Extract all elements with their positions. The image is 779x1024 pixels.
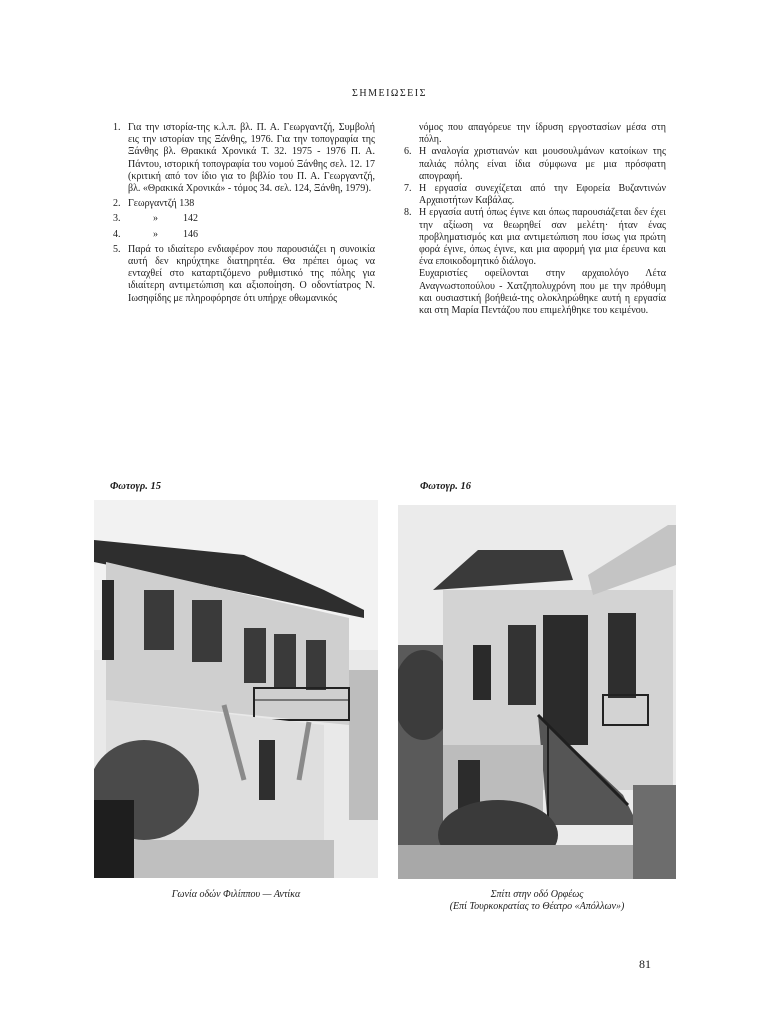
figure-16-label: Φωτογρ. 16 bbox=[420, 481, 472, 492]
note-2 bbox=[113, 198, 375, 210]
photo-16-image bbox=[398, 505, 676, 879]
note-number: 3. bbox=[113, 213, 121, 225]
caption-line-2: (Επί Τουρκοκρατίας το Θέατρο «Απόλλων») bbox=[449, 901, 625, 912]
page-title: ΣΗΜΕΙΩΣΕΙΣ bbox=[352, 88, 427, 99]
note-number: 8. bbox=[404, 207, 412, 219]
note-number: 7. bbox=[404, 183, 412, 195]
note-number: 1. bbox=[113, 122, 121, 133]
figure-15-label: Φωτογρ. 15 bbox=[110, 481, 162, 492]
note-1 bbox=[113, 122, 375, 195]
note-page: 142 bbox=[183, 213, 198, 225]
note-number: 6. bbox=[404, 146, 412, 158]
note-3 bbox=[113, 213, 375, 225]
page-number: 81 bbox=[639, 957, 651, 971]
caption-text: Γωνία οδών Φιλίππου — Αντίκα bbox=[171, 889, 301, 900]
note-4 bbox=[113, 229, 375, 241]
note-text: Η εργασία συνεχίζεται από την Εφορεία Βυζαντινών Αρχαιοτήτων Καβάλας. bbox=[419, 183, 666, 207]
ditto-mark: » bbox=[153, 213, 158, 225]
photo-15-image bbox=[94, 500, 378, 878]
note-text: Γεωργαντζή 138 bbox=[128, 198, 195, 210]
figure-16-caption bbox=[398, 889, 676, 913]
note-text: νόμος που απαγόρευε την ίδρυση εργοστασίων μέσα στη πόλη. bbox=[419, 122, 666, 146]
notes-left-column bbox=[113, 122, 375, 305]
note-5-continuation bbox=[404, 122, 666, 146]
note-number: 4. bbox=[113, 228, 121, 240]
note-5 bbox=[113, 244, 375, 305]
note-8 bbox=[404, 207, 666, 317]
caption-line-1: Σπίτι στην οδό Ορφέως bbox=[490, 889, 584, 900]
note-number: 2. bbox=[113, 198, 121, 210]
note-7 bbox=[404, 183, 666, 207]
note-text: Η εργασία αυτή όπως έγινε και όπως παρουσιάζεται δεν έχει την αξίωση να θεωρηθεί σαν μελέτη· ήταν ένας προβληματισμός και μια αντιμετώπιση που ίσως για πρώτη φορά έγινε, όπως έγινε, και μια αφορμή για μια έρευνα και ένα εποικοδομητικό διάλογο. bbox=[419, 207, 666, 268]
notes-right-column bbox=[404, 122, 666, 317]
acknowledgements: Ευχαριστίες οφείλονται στην αρχαιολόγο Λέτα Αναγνωστοπούλου - Χατζηπολυχρόνη που με την πρόθυμη και ουσιαστική βοήθειά-της ολοκληρώθηκε αυτή η εργασία και στη Μαρία Πεντάζου που επιμελήθηκε του κειμένου. bbox=[419, 268, 666, 317]
photo-15-corner-house bbox=[94, 500, 378, 878]
photo-16-orfeos-house bbox=[398, 505, 676, 879]
note-text: Παρά το ιδιαίτερο ενδιαφέρον που παρουσιάζει η συνοικία αυτή δεν κηρύχτηκε διατηρητέα. Θα πρέπει όμως να ενταχθεί στο καταρτιζόμενο ρυθμιστικό της πόλης για ιδιαίτερη αντιμετώπιση και αξιοποίηση. Ο οδοντίατρος Ν. Ιωσηφίδης με πληροφόρησε ότι υπήρχε οθωμανικός bbox=[128, 243, 375, 304]
ditto-mark: » bbox=[153, 228, 158, 240]
note-6 bbox=[404, 146, 666, 183]
note-number: 5. bbox=[113, 243, 121, 255]
figure-15-caption bbox=[94, 889, 378, 901]
note-text: Για την ιστορία-της κ.λ.π. βλ. Π. Α. Γεωργαντζή, Συμβολή εις την ιστορίαν της Ξάνθης, 1976. Για την τοπογραφία της Ξάνθης βλ. Θρακικά Χρονικά Τ. 32. 1975 - 1976 Π. Α. Πάντου, ιστορική τοπογραφία του νομού Ξάνθης σελ. 12. 17 (κριτική από τον ίδιο για το βιβλίο του Π. Α. Γεωργαντζή, βλ. «Θρακικά Χρονικά» - τόμος 34. σελ. 124, Ξάνθη, 1979). bbox=[128, 122, 375, 195]
note-text: Η αναλογία χριστιανών και μουσουλμάνων κατοίκων της παλιάς πόλης είναι ίδια σύμφωνα με μια πρόσφατη απογραφή. bbox=[419, 146, 666, 182]
note-page: 146 bbox=[183, 228, 198, 240]
